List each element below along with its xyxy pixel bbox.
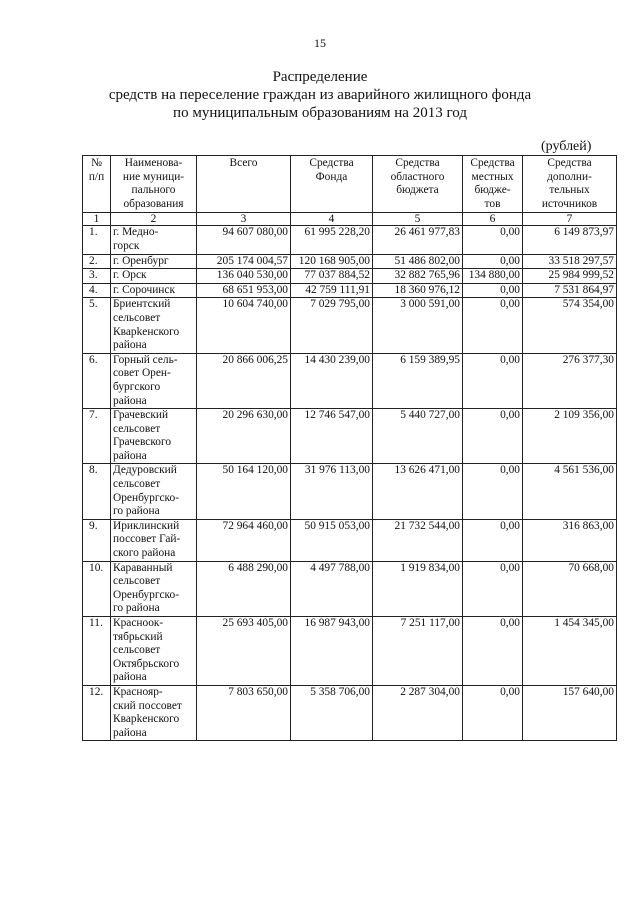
amount-cell: 12 746 547,00 bbox=[291, 409, 373, 464]
amount-cell: 94 607 080,00 bbox=[197, 226, 291, 254]
table-row bbox=[83, 685, 617, 740]
municipality-name-cell: Красноок- тябрьский сельсовет Октябрьского района bbox=[111, 617, 197, 686]
amount-cell: 6 488 290,00 bbox=[197, 561, 291, 616]
amount-cell: 7 803 650,00 bbox=[197, 685, 291, 740]
table-row bbox=[83, 617, 617, 686]
column-number-cell: 6 bbox=[463, 213, 523, 226]
table-row bbox=[83, 561, 617, 616]
title-line: по муниципальным образованиям на 2013 год bbox=[173, 105, 467, 121]
table-row bbox=[83, 254, 617, 269]
amount-cell: 276 377,30 bbox=[523, 353, 617, 408]
amount-cell: 0,00 bbox=[463, 353, 523, 408]
amount-cell: 2 109 356,00 bbox=[523, 409, 617, 464]
header-cell: Средства местных бюдже- тов bbox=[463, 156, 523, 213]
municipality-name-cell: г. Медно- горск bbox=[111, 226, 197, 254]
amount-cell: 0,00 bbox=[463, 298, 523, 353]
amount-cell: 72 964 460,00 bbox=[197, 519, 291, 561]
row-number-cell: 5. bbox=[83, 298, 111, 353]
column-number-cell: 3 bbox=[197, 213, 291, 226]
amount-cell: 20 296 630,00 bbox=[197, 409, 291, 464]
table-row bbox=[83, 226, 617, 254]
municipality-name-cell: Дедуровский сельсовет Оренбургско- го района bbox=[111, 464, 197, 519]
page-number: 15 bbox=[314, 36, 326, 50]
municipality-name-cell: г. Оренбург bbox=[111, 254, 197, 269]
amount-cell: 77 037 884,52 bbox=[291, 269, 373, 284]
amount-cell: 0,00 bbox=[463, 254, 523, 269]
municipality-name-cell: г. Орск bbox=[111, 269, 197, 284]
amount-cell: 10 604 740,00 bbox=[197, 298, 291, 353]
row-number-cell: 2. bbox=[83, 254, 111, 269]
amount-cell: 31 976 113,00 bbox=[291, 464, 373, 519]
header-cell: Средства Фонда bbox=[291, 156, 373, 213]
amount-cell: 42 759 111,91 bbox=[291, 283, 373, 298]
column-number-cell: 2 bbox=[111, 213, 197, 226]
table-row bbox=[83, 269, 617, 284]
table-row bbox=[83, 464, 617, 519]
amount-cell: 0,00 bbox=[463, 617, 523, 686]
header-cell: Всего bbox=[197, 156, 291, 213]
amount-cell: 25 984 999,52 bbox=[523, 269, 617, 284]
column-number-cell: 7 bbox=[523, 213, 617, 226]
amount-cell: 2 287 304,00 bbox=[373, 685, 463, 740]
amount-cell: 4 561 536,00 bbox=[523, 464, 617, 519]
units-label: (рублей) bbox=[541, 139, 592, 154]
document-title bbox=[0, 68, 640, 122]
title-line: Распределение bbox=[272, 69, 368, 85]
amount-cell: 25 693 405,00 bbox=[197, 617, 291, 686]
header-cell: Наименова- ние муници- пального образования bbox=[111, 156, 197, 213]
header-cell: № п/п bbox=[83, 156, 111, 213]
municipality-name-cell: Горный сель- совет Орен- бургского района bbox=[111, 353, 197, 408]
amount-cell: 33 518 297,57 bbox=[523, 254, 617, 269]
amount-cell: 6 159 389,95 bbox=[373, 353, 463, 408]
table-row bbox=[83, 353, 617, 408]
amount-cell: 21 732 544,00 bbox=[373, 519, 463, 561]
amount-cell: 0,00 bbox=[463, 561, 523, 616]
row-number-cell: 3. bbox=[83, 269, 111, 284]
amount-cell: 5 358 706,00 bbox=[291, 685, 373, 740]
municipality-name-cell: Ириклинский поссовет Гай- ского района bbox=[111, 519, 197, 561]
amount-cell: 7 531 864,97 bbox=[523, 283, 617, 298]
amount-cell: 1 919 834,00 bbox=[373, 561, 463, 616]
amount-cell: 20 866 006,25 bbox=[197, 353, 291, 408]
row-number-cell: 10. bbox=[83, 561, 111, 616]
amount-cell: 50 164 120,00 bbox=[197, 464, 291, 519]
amount-cell: 70 668,00 bbox=[523, 561, 617, 616]
table-header-row bbox=[83, 156, 617, 213]
row-number-cell: 11. bbox=[83, 617, 111, 686]
column-number-cell: 1 bbox=[83, 213, 111, 226]
amount-cell: 574 354,00 bbox=[523, 298, 617, 353]
row-number-cell: 1. bbox=[83, 226, 111, 254]
amount-cell: 120 168 905,00 bbox=[291, 254, 373, 269]
amount-cell: 136 040 530,00 bbox=[197, 269, 291, 284]
amount-cell: 51 486 802,00 bbox=[373, 254, 463, 269]
column-number-cell: 4 bbox=[291, 213, 373, 226]
amount-cell: 50 915 053,00 bbox=[291, 519, 373, 561]
amount-cell: 13 626 471,00 bbox=[373, 464, 463, 519]
amount-cell: 61 995 228,20 bbox=[291, 226, 373, 254]
row-number-cell: 9. bbox=[83, 519, 111, 561]
table-row bbox=[83, 298, 617, 353]
header-cell: Средства областного бюджета bbox=[373, 156, 463, 213]
municipality-name-cell: г. Сорочинск bbox=[111, 283, 197, 298]
municipality-name-cell: Бриентский сельсовет Кварkенского района bbox=[111, 298, 197, 353]
header-cell: Средства дополни- тельных источников bbox=[523, 156, 617, 213]
municipality-name-cell: Караванный сельсовет Оренбургско- го района bbox=[111, 561, 197, 616]
amount-cell: 26 461 977,83 bbox=[373, 226, 463, 254]
amount-cell: 0,00 bbox=[463, 409, 523, 464]
title-line: средств на переселение граждан из аварийного жилищного фонда bbox=[108, 87, 532, 103]
amount-cell: 5 440 727,00 bbox=[373, 409, 463, 464]
row-number-cell: 7. bbox=[83, 409, 111, 464]
table-row bbox=[83, 283, 617, 298]
row-number-cell: 8. bbox=[83, 464, 111, 519]
municipality-name-cell: Краснояр- ский поссовет Кварkенского района bbox=[111, 685, 197, 740]
amount-cell: 316 863,00 bbox=[523, 519, 617, 561]
table-row bbox=[83, 519, 617, 561]
amount-cell: 205 174 004,57 bbox=[197, 254, 291, 269]
column-number-row bbox=[83, 213, 617, 226]
amount-cell: 0,00 bbox=[463, 685, 523, 740]
amount-cell: 14 430 239,00 bbox=[291, 353, 373, 408]
amount-cell: 0,00 bbox=[463, 283, 523, 298]
amount-cell: 157 640,00 bbox=[523, 685, 617, 740]
amount-cell: 0,00 bbox=[463, 464, 523, 519]
amount-cell: 4 497 788,00 bbox=[291, 561, 373, 616]
distribution-table bbox=[82, 155, 617, 741]
amount-cell: 32 882 765,96 bbox=[373, 269, 463, 284]
amount-cell: 7 251 117,00 bbox=[373, 617, 463, 686]
municipality-name-cell: Грачевский сельсовет Грачевского района bbox=[111, 409, 197, 464]
table-row bbox=[83, 409, 617, 464]
row-number-cell: 12. bbox=[83, 685, 111, 740]
row-number-cell: 4. bbox=[83, 283, 111, 298]
column-number-cell: 5 bbox=[373, 213, 463, 226]
amount-cell: 134 880,00 bbox=[463, 269, 523, 284]
amount-cell: 1 454 345,00 bbox=[523, 617, 617, 686]
amount-cell: 6 149 873,97 bbox=[523, 226, 617, 254]
amount-cell: 0,00 bbox=[463, 226, 523, 254]
amount-cell: 18 360 976,12 bbox=[373, 283, 463, 298]
row-number-cell: 6. bbox=[83, 353, 111, 408]
amount-cell: 7 029 795,00 bbox=[291, 298, 373, 353]
amount-cell: 0,00 bbox=[463, 519, 523, 561]
amount-cell: 68 651 953,00 bbox=[197, 283, 291, 298]
amount-cell: 3 000 591,00 bbox=[373, 298, 463, 353]
amount-cell: 16 987 943,00 bbox=[291, 617, 373, 686]
